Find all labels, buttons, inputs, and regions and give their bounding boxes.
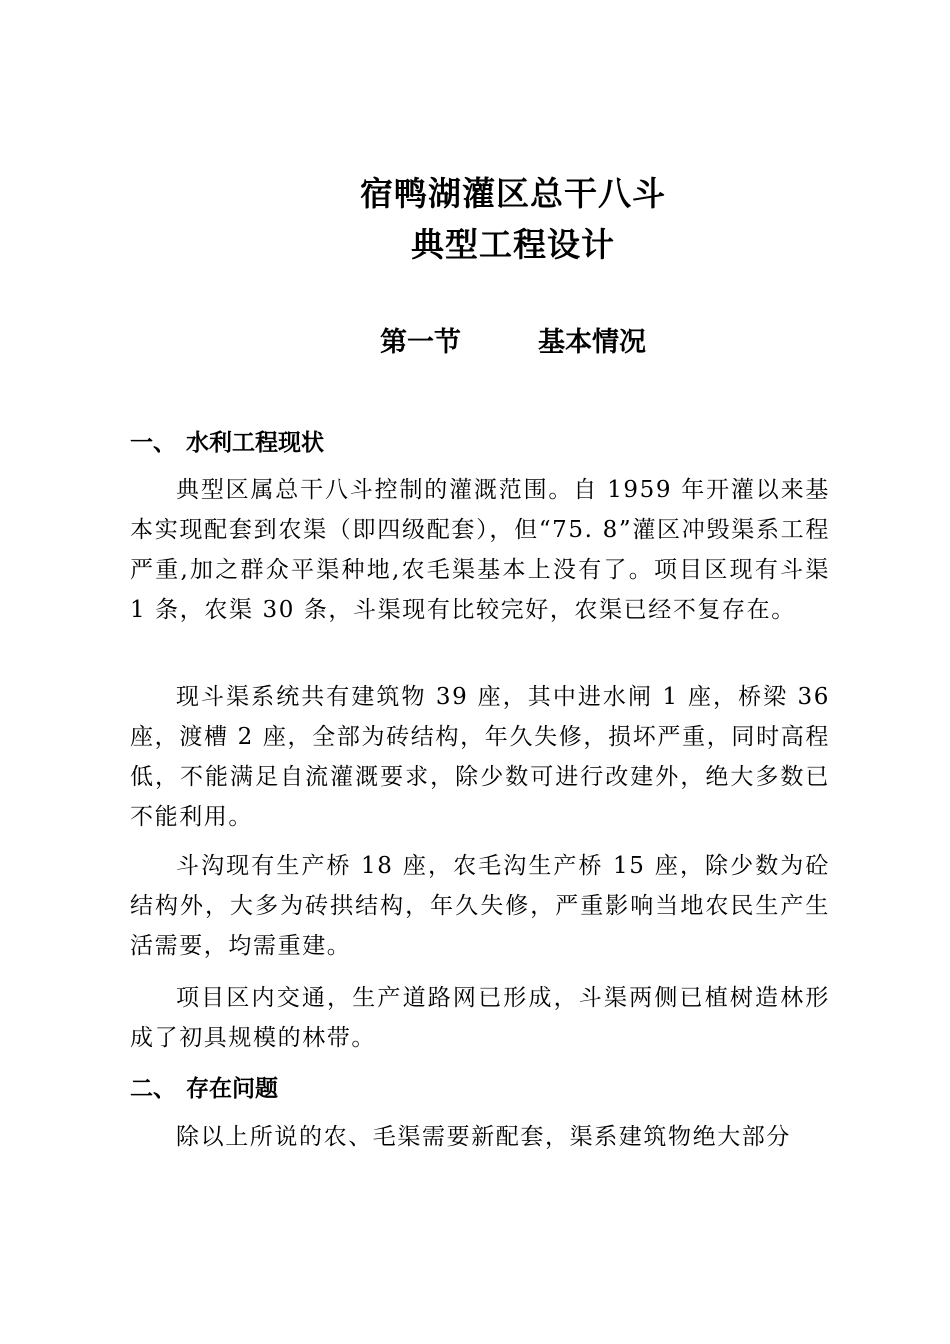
heading-water-conservancy-status xyxy=(130,424,324,457)
section-title: 基本情况 xyxy=(538,327,646,358)
paragraph: 典型区属总干八斗控制的灌溉范围。自 1959 年开灌以来基本实现配套到农渠（即四级配套），但“75. 8”灌区冲毁渠系工程严重,加之群众平渠种地,农毛渠基本上没有了。项目区现有斗渠 1 条，农渠 30 条，斗渠现有比较完好，农渠已经不复存在。 xyxy=(130,477,830,623)
paragraph: 斗沟现有生产桥 18 座，农毛沟生产桥 15 座，除少数为砼结构外，大多为砖拱结构，年久失修，严重影响当地农民生产生活需要，均需重建。 xyxy=(130,853,830,959)
section-number: 第一节 xyxy=(380,327,461,358)
heading-number: 二、 xyxy=(130,1075,176,1102)
section-heading xyxy=(380,320,646,359)
document-title-line1: 宿鸭湖灌区总干八斗 xyxy=(360,174,666,213)
heading-number: 一、 xyxy=(130,429,176,456)
paragraph: 现斗渠系统共有建筑物 39 座，其中进水闸 1 座，桥梁 36 座，渡槽 2 座，全部为砖结构，年久失修，损坏严重，同时高程低，不能满足自流灌溉要求，除少数可进行改建外，绝大多数已不能利用。 xyxy=(130,684,830,830)
heading-text: 存在问题 xyxy=(186,1075,278,1102)
paragraph: 项目区内交通，生产道路网已形成，斗渠两侧已植树造林形成了初具规模的林带。 xyxy=(130,985,830,1051)
document-title-line2: 典型工程设计 xyxy=(411,225,615,264)
heading-existing-problems xyxy=(130,1070,278,1103)
heading-text: 水利工程现状 xyxy=(186,429,324,456)
paragraph: 除以上所说的农、毛渠需要新配套，渠系建筑物绝大部分 xyxy=(176,1124,791,1150)
